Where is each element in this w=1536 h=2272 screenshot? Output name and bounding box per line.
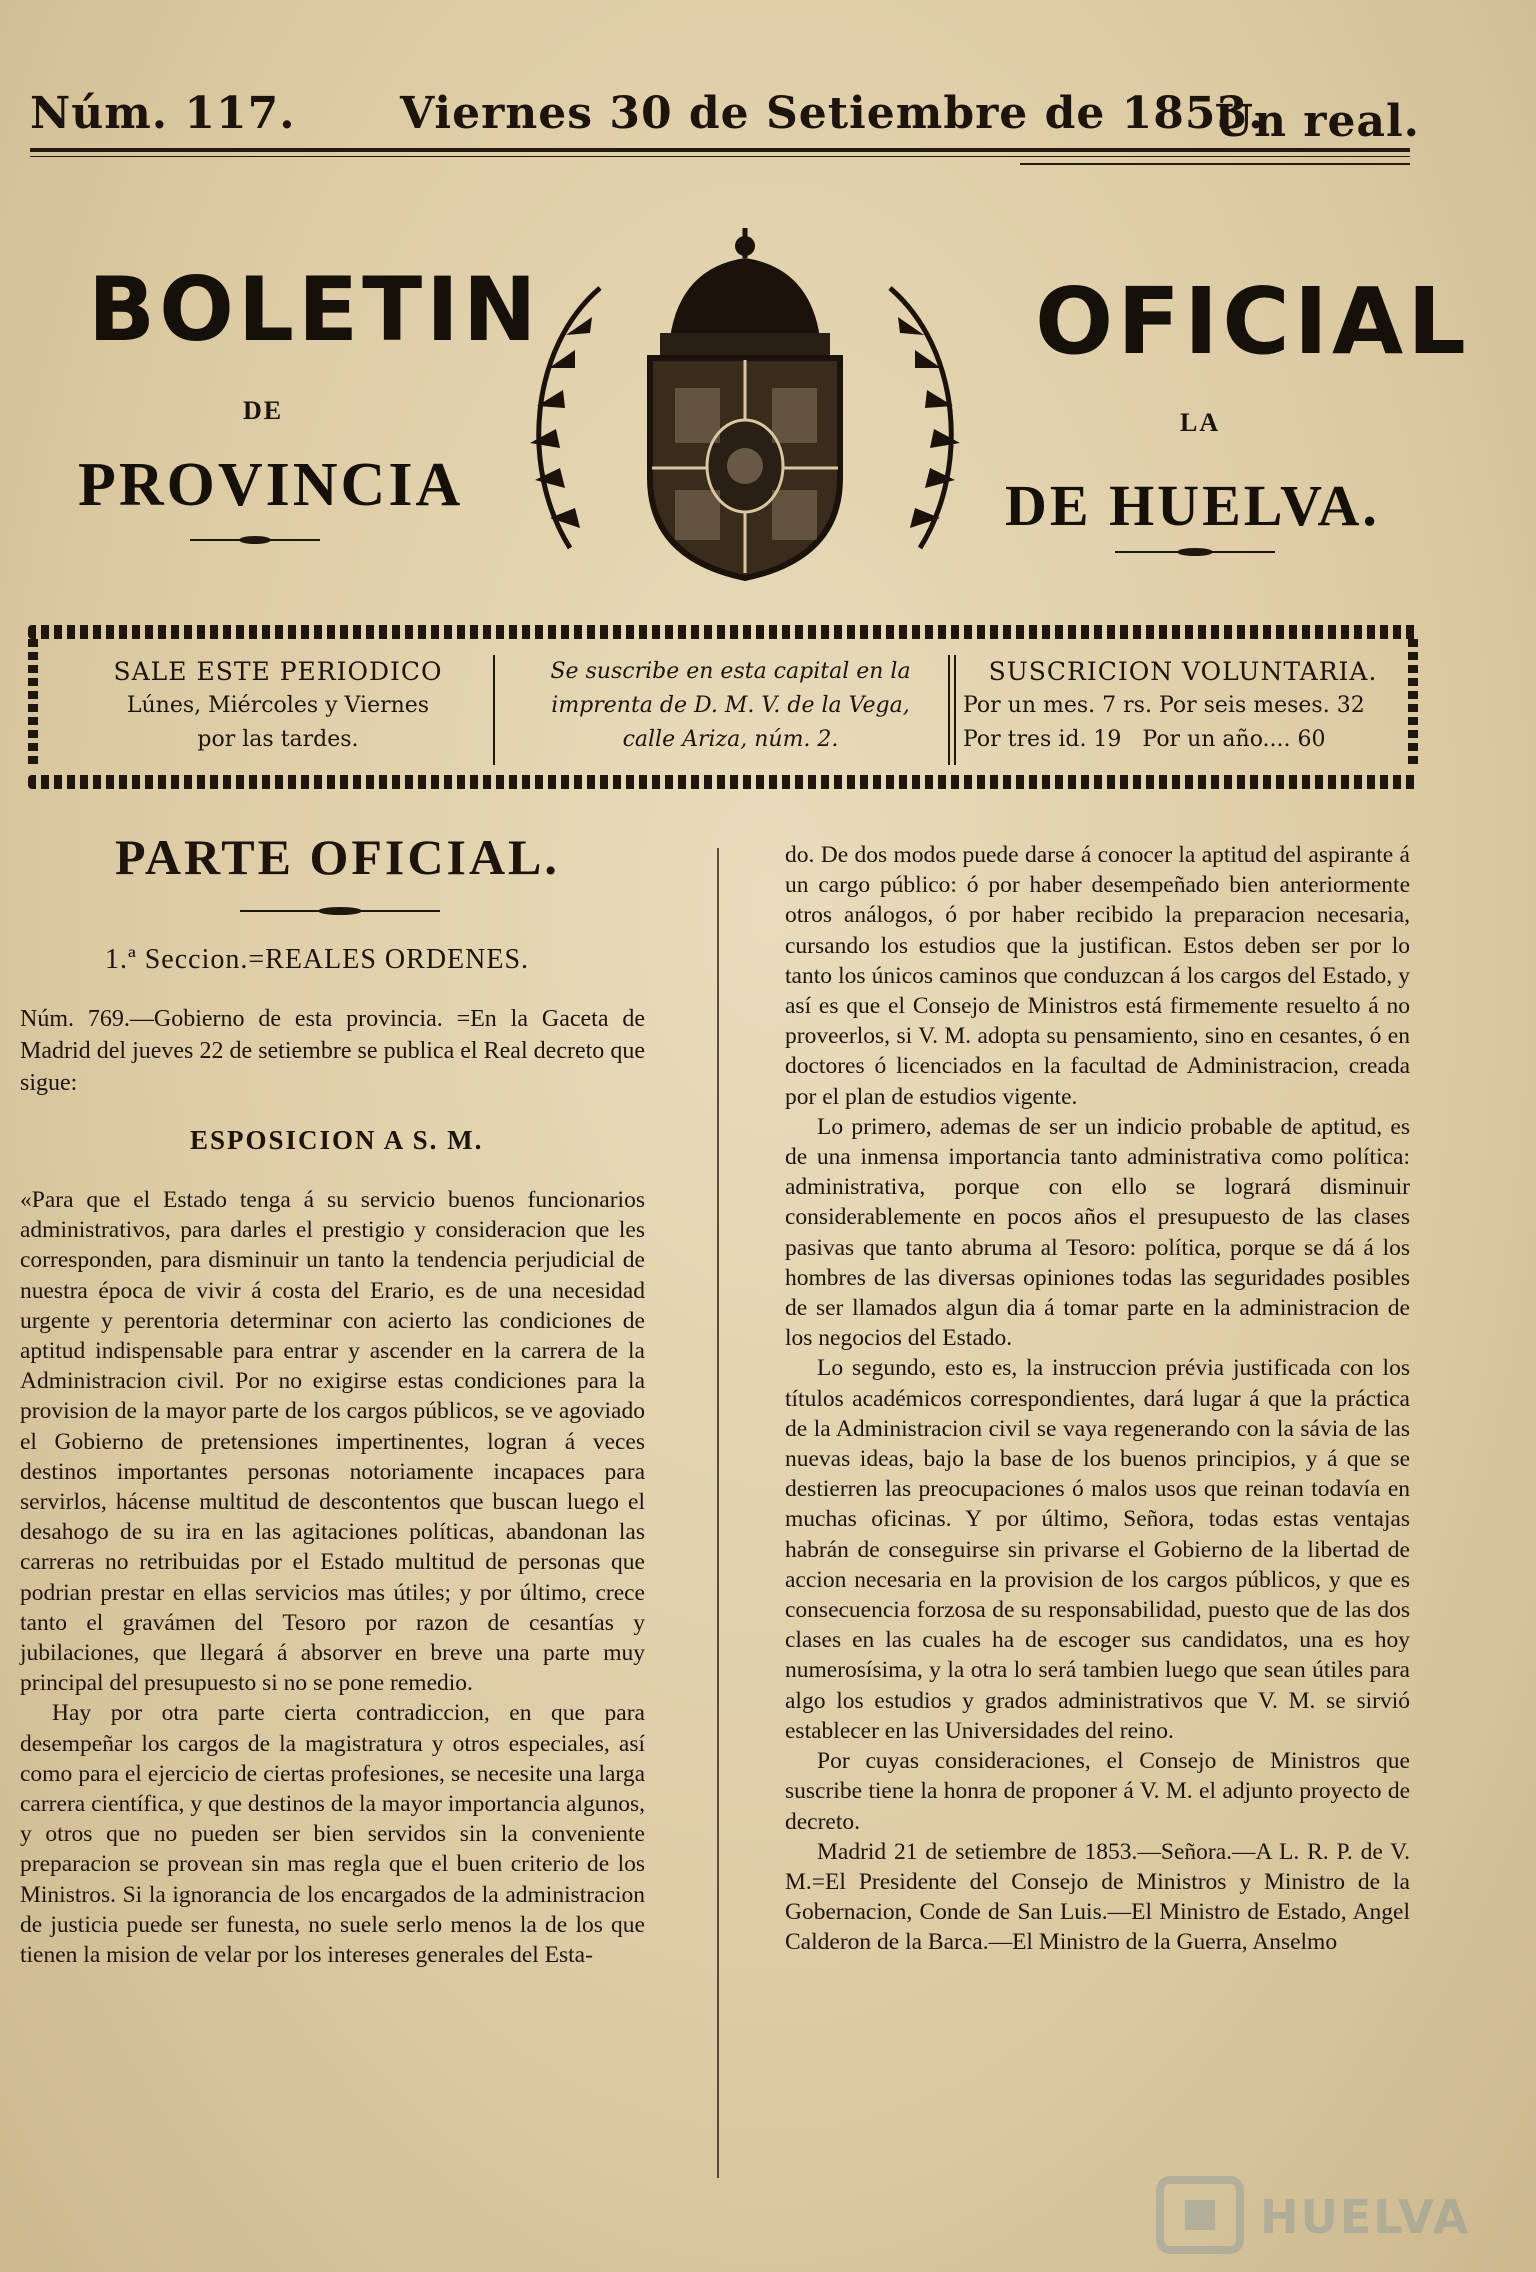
schedule-days: Lúnes, Miércoles y Viernes <box>126 693 430 718</box>
address-line-3: calle Ariza, núm. 2. <box>622 727 839 752</box>
info-divider-1 <box>493 655 495 765</box>
column-divider <box>717 848 719 2178</box>
title-la: LA <box>1180 408 1221 437</box>
masthead-rule-short <box>1020 163 1410 165</box>
right-paragraph-2: Lo primero, ademas de ser un indicio probable de aptitud, es de una inmensa importancia tanto administrativa como política: administrativa, porque con ello se logrará disminuir considerablemente en pocos años el presupuesto de las clases pasivas que tanto abruma al Tesoro: política, porque se dá á los hombres de las diversas opiniones todas las seguridades posibles de ser llamados algun dia á tomar parte en la administracion de los negocios del Estado. <box>785 1113 1410 1352</box>
prices-line-1: Por un mes. 7 rs. Por seis meses. 32 <box>963 693 1365 718</box>
chain-border-left <box>28 639 38 764</box>
masthead-rule <box>30 148 1410 157</box>
chain-border-top <box>28 625 1418 639</box>
issue-date: Viernes 30 de Setiembre de 1853. <box>400 88 1265 139</box>
address-line-2: imprenta de D. M. V. de la Vega, <box>551 693 910 718</box>
right-paragraph-5: Madrid 21 de setiembre de 1853.—Señora.—A L. R. P. de V. M.=El Presidente del Consejo de Ministros y Ministro de la Gobernacion, Conde de San Luis.—El Ministro de Estado, Angel Calderon de la Barca.—El Ministro de la Guerra, Anselmo <box>785 1838 1410 1956</box>
title-provincia: PROVINCIA <box>78 451 464 519</box>
subsection-title: 1.ª Seccion.=REALES ORDENES. <box>105 944 530 975</box>
info-divider-2 <box>948 655 950 765</box>
exposition-heading: ESPOSICION A S. M. <box>190 1125 484 1155</box>
schedule-heading: SALE ESTE PERIODICO <box>113 657 443 686</box>
title-de-huelva: DE HUELVA. <box>1005 473 1380 538</box>
address-line-1: Se suscribe en esta capital en la <box>550 659 911 684</box>
left-column <box>20 1185 645 1970</box>
issue-price: Un real. <box>1214 96 1420 147</box>
ornament-right <box>1115 545 1275 559</box>
prices-line-2: Por tres id. 19 Por un año.... 60 <box>963 727 1326 752</box>
subscription-address <box>503 655 958 757</box>
publication-schedule <box>48 655 508 757</box>
issue-number: Núm. 117. <box>30 88 296 139</box>
title-boletin: BOLETIN <box>88 258 541 361</box>
lead-paragraph: Núm. 769.—Gobierno de esta provincia. =En la Gaceta de Madrid del jueves 22 de setiembre se publica el Real decreto que sigue: <box>20 1006 645 1096</box>
left-paragraph-1: «Para que el Estado tenga á su servicio buenos funcionarios administrativos, para darles el prestigio y consideracion que les corresponden, para disminuir un tanto la tendencia perjudicial de nuestra época de vivir á costa del Erario, es de una necesidad urgente y perentoria determinar con acierto las condiciones de aptitud indispensable para entrar y ascender en la carrera de la Administracion civil. Por no exigirse estas condiciones para la provision de la mayor parte de los cargos públicos, se ve agoviado el Gobierno de pretensiones impertinentes, logran á veces destinos importantes personas notoriamente incapaces para servirlos, hácense multitud de descontentos que buscan luego el desahogo de su ira en las agitaciones políticas, abandonan las carreras no retribuidas por el Estado multitud de personas que podrian prestar en ellas servicios mas útiles; y por último, crece tanto el gravámen del Tesoro por razon de cesantías y jubilaciones, que llegará á absorver en breve una parte muy principal del presupuesto si no se pone remedio. <box>20 1187 645 1697</box>
section-title: PARTE OFICIAL. <box>115 829 560 885</box>
right-paragraph-1: do. De dos modos puede darse á conocer la aptitud del aspirante á un cargo público: ó por haber desempeñado bien anteriormente otros análogos, ó por haber recibido la preparacion necesaria, cursando los estudios que la justifican. Estos deben ser por lo tanto los únicos caminos que conduzcan á los cargos del Estado, y así es que el Consejo de Ministros está firmemente resuelto á no proveerlos, si V. M. adopta su pensamiento, sino en cesantes, ó en doctores ó licenciados en la facultad de Administracion, creada por el plan de estudios vigente. <box>785 842 1410 1110</box>
subscription-prices <box>963 655 1403 757</box>
masthead <box>30 78 1420 158</box>
info-divider-3 <box>954 655 956 765</box>
schedule-time: por las tardes. <box>197 727 359 752</box>
watermark-text: HUELVA <box>1260 2190 1471 2244</box>
chain-border-right <box>1408 639 1418 764</box>
archive-logo-icon <box>1150 2170 1250 2260</box>
right-paragraph-3: Lo segundo, esto es, la instruccion prévia justificada con los títulos académicos correspondientes, dará lugar á que la práctica de la Administracion civil se vaya regenerando con la sávia de las nuevas ideas, bajo la base de los buenos principios, y á que se destierren las preocupaciones ó malos usos que reinan todavía en muchas oficinas. Y por último, Señora, todas estas ventajas habrán de conseguirse sin privarse el Gobierno de la libertad de accion necesaria en la provision de los cargos públicos, y que es consecuencia forzosa de su responsabilidad, puesto que de las dos clases en las cuales ha de escoger sus candidatos, una es hoy numerosísima, y la otra lo será tambien luego que sean útiles para algo los estudios y grados administrativos que V. M. se sirvió establecer en las Universidades del reino. <box>785 1355 1410 1744</box>
left-paragraph-2: Hay por otra parte cierta contradiccion, en que para desempeñar los cargos de la magistratura y otros especiales, así como para el ejercicio de ciertas profesiones, se necesite una larga carrera científica, y que destinos de la mayor importancia algunos, y otros que no pueden ser bien servidos sin la conveniente preparacion se provean sin mas regla que el buen criterio de los Ministros. Si la ignorancia de los encargados de la administracion de justicia puede ser funesta, no suele serlo menos la de los que tienen la mision de velar por los intereses generales del Esta- <box>20 1700 645 1969</box>
right-column <box>785 840 1410 1958</box>
archive-watermark <box>1130 2160 1471 2260</box>
title-oficial: OFICIAL <box>1035 268 1470 375</box>
chain-border-bottom <box>28 775 1418 789</box>
section-ornament <box>240 904 440 918</box>
prices-heading: SUSCRICION VOLUNTARIA. <box>988 657 1378 686</box>
subscription-band <box>28 625 1418 790</box>
ornament-left <box>190 533 320 547</box>
right-paragraph-4: Por cuyas consideraciones, el Consejo de Ministros que suscribe tiene la honra de proponer á V. M. el adjunto proyecto de decreto. <box>785 1748 1410 1835</box>
royal-crest-icon <box>510 228 980 588</box>
title-de: DE <box>243 396 284 425</box>
